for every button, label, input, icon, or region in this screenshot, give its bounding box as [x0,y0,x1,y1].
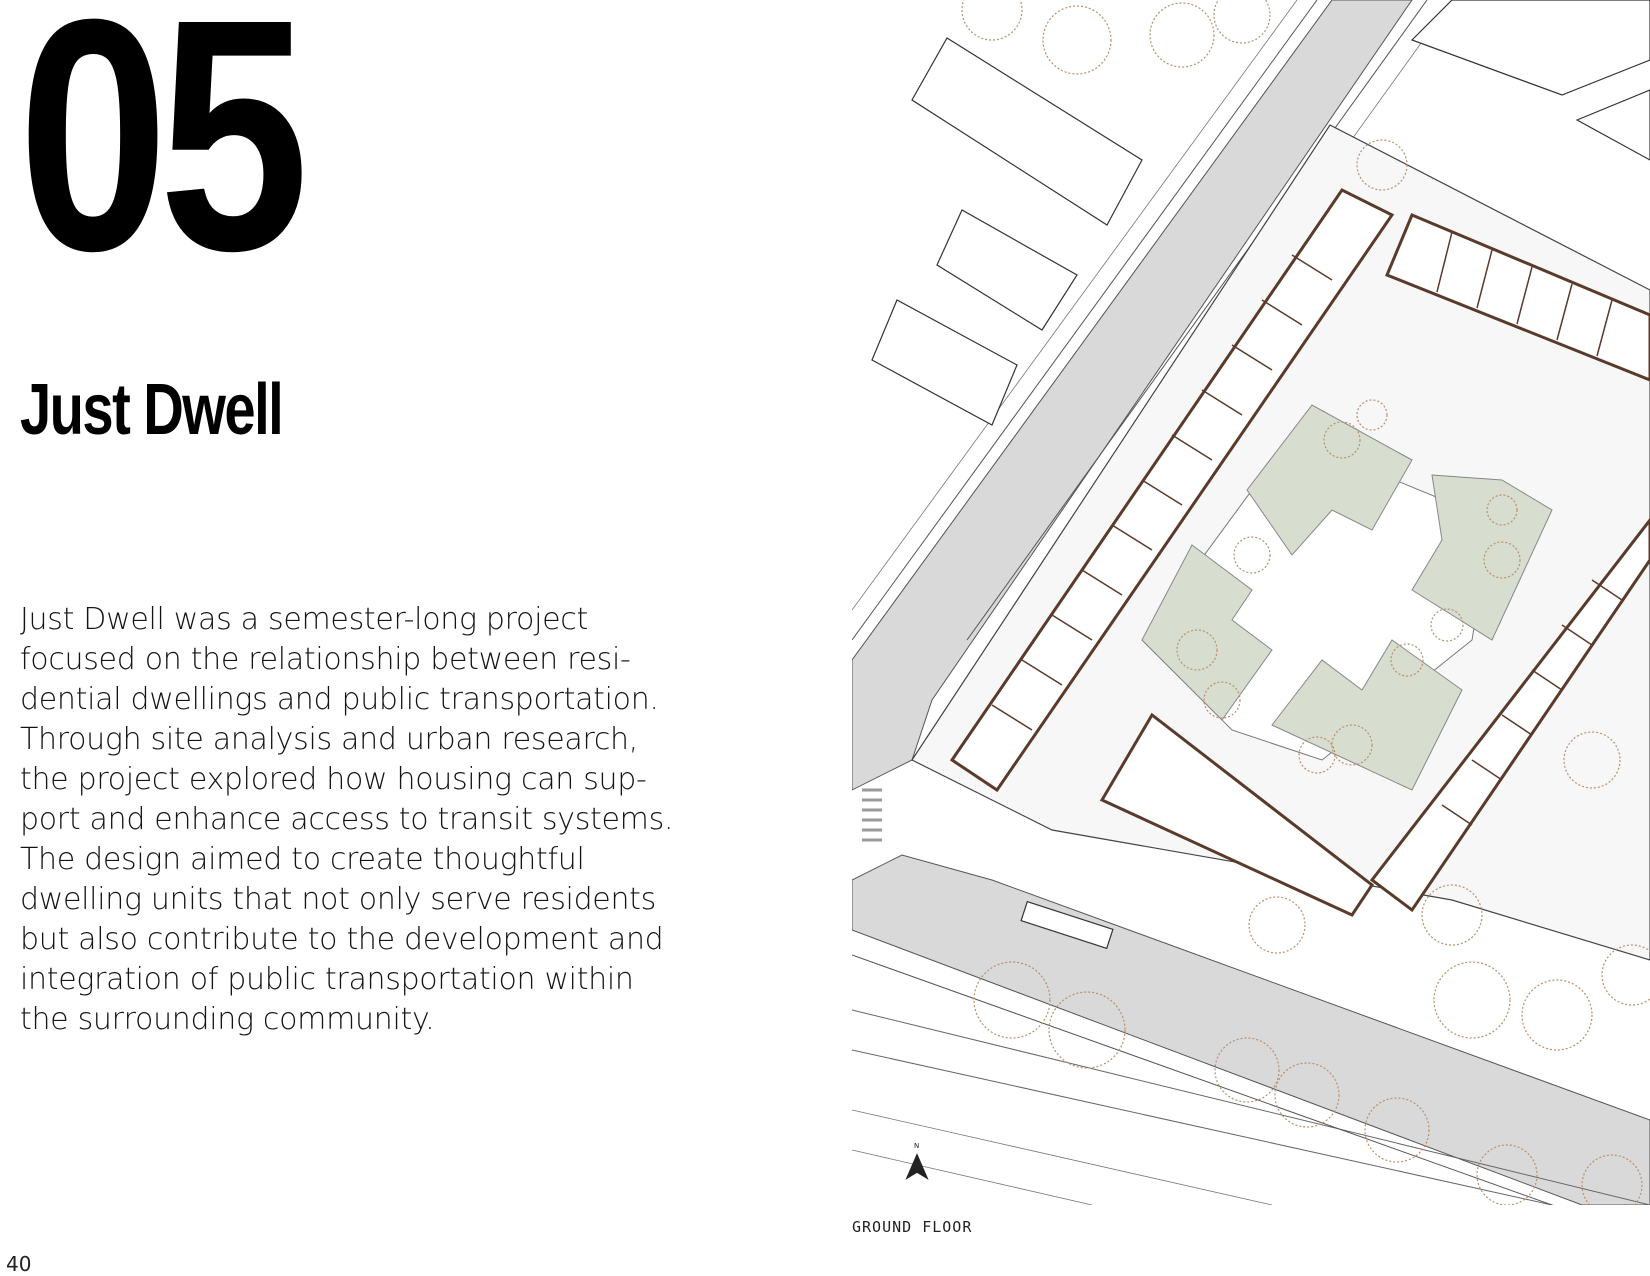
project-title: Just Dwell [20,370,283,450]
description-line: port and enhance access to transit systems. [20,802,674,837]
description-line: but also contribute to the development and [20,922,664,957]
description-line: Through site analysis and urban research, [20,722,638,757]
description-line: the surrounding community. [20,1002,435,1037]
description-line: The design aimed to create thoughtful [20,842,585,877]
site-plan-drawing [852,0,1650,1205]
project-description [20,600,780,1040]
plan-caption: GROUND FLOOR [852,1218,973,1236]
ground-floor-plan [852,0,1650,1205]
description-line: dwelling units that not only serve residents [20,882,656,917]
description-line: dential dwellings and public transportation. [20,682,659,717]
project-number: 05 [18,0,300,319]
page-number: 40 [6,1252,32,1276]
description-line: integration of public transportation within [20,962,634,997]
description-line: Just Dwell was a semester-long project [20,602,588,637]
description-line: the project explored how housing can sup- [20,762,647,797]
north-label: N [914,1142,920,1150]
description-line: focused on the relationship between resi- [20,642,631,677]
